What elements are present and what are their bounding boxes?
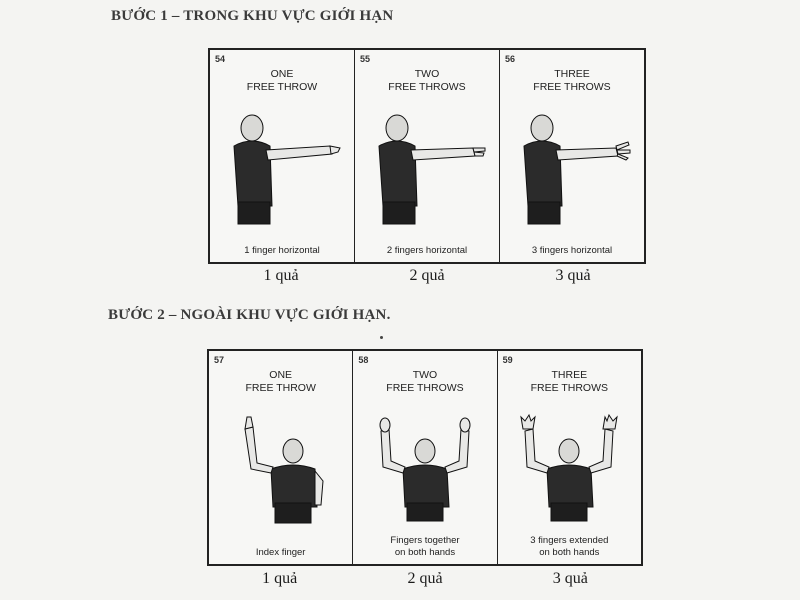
step2-signal-panels: [207, 349, 643, 566]
step2-heading: BƯỚC 2 – NGOÀI KHU VỰC GIỚI HẠN.: [108, 307, 391, 323]
panel-title-line2: FREE THROW: [245, 382, 316, 394]
panel-caption: [498, 535, 641, 559]
panel-title: [210, 68, 354, 94]
panel-title: [209, 369, 352, 395]
referee-side-arm-figure: [355, 106, 499, 230]
panel-number: 54: [215, 54, 226, 64]
ball-count: 3 quả: [552, 570, 588, 587]
panel-title-line2: FREE THROWS: [388, 81, 466, 93]
ball-count: 3 quả: [555, 267, 591, 284]
referee-both-arms-up-figure: [353, 407, 496, 531]
step1-heading: BƯỚC 1 – TRONG KHU VỰC GIỚI HẠN: [111, 8, 394, 24]
panel-title-line1: THREE: [554, 68, 590, 80]
panel-title-line1: TWO: [412, 369, 438, 381]
panel-caption-line2: on both hands: [394, 547, 456, 558]
panel-title-line2: FREE THROW: [246, 81, 318, 93]
panel-number: 55: [360, 54, 371, 64]
panel-caption: [355, 245, 499, 257]
panel-caption: [500, 245, 644, 257]
panel-number: 57: [214, 355, 225, 365]
step1-signal-panels: [208, 48, 646, 264]
panel-title: [498, 369, 641, 395]
signal-panel-54: [210, 50, 355, 262]
panel-number: 56: [505, 54, 516, 64]
panel-caption-line1: Fingers together: [390, 535, 460, 546]
panel-title-line2: FREE THROWS: [530, 382, 609, 394]
signal-panel-55: [355, 50, 500, 262]
panel-title-line2: FREE THROWS: [386, 382, 464, 394]
panel-number: 59: [502, 355, 513, 365]
referee-side-arm-figure: [210, 106, 354, 230]
panel-title: [500, 68, 644, 94]
ball-count: 1 quả: [262, 570, 298, 587]
signal-panel-59: [498, 351, 641, 564]
panel-caption-line2: on both hands: [539, 547, 600, 558]
panel-title-line1: ONE: [269, 369, 293, 381]
panel-caption-line1: Index finger: [255, 547, 306, 558]
signal-panel-56: [500, 50, 644, 262]
panel-caption-line1: 3 fingers horizontal: [531, 245, 613, 256]
panel-caption: [353, 535, 496, 559]
referee-side-arm-figure: [500, 106, 644, 230]
panel-number: 58: [358, 355, 369, 365]
panel-title-line1: ONE: [270, 68, 294, 80]
referee-one-arm-up-figure: [209, 407, 352, 531]
panel-title-line2: FREE THROWS: [533, 81, 611, 93]
step2-ball-counts: [207, 570, 643, 588]
panel-caption: [209, 547, 352, 559]
signal-panel-58: [353, 351, 497, 564]
panel-title: [355, 68, 499, 94]
panel-title-line1: THREE: [551, 369, 588, 381]
panel-title-line1: TWO: [414, 68, 440, 80]
panel-caption-line1: 1 finger horizontal: [244, 245, 320, 256]
panel-title: [353, 369, 496, 395]
panel-caption-line1: 2 fingers horizontal: [386, 245, 468, 256]
ball-count: 1 quả: [263, 267, 299, 284]
stray-mark: [380, 336, 383, 339]
panel-caption: [210, 245, 354, 257]
referee-both-arms-up-figure: [498, 407, 641, 531]
step1-ball-counts: [208, 267, 646, 285]
panel-caption-line1: 3 fingers extended: [530, 535, 609, 546]
ball-count: 2 quả: [409, 267, 445, 284]
signal-panel-57: [209, 351, 353, 564]
ball-count: 2 quả: [407, 570, 443, 587]
